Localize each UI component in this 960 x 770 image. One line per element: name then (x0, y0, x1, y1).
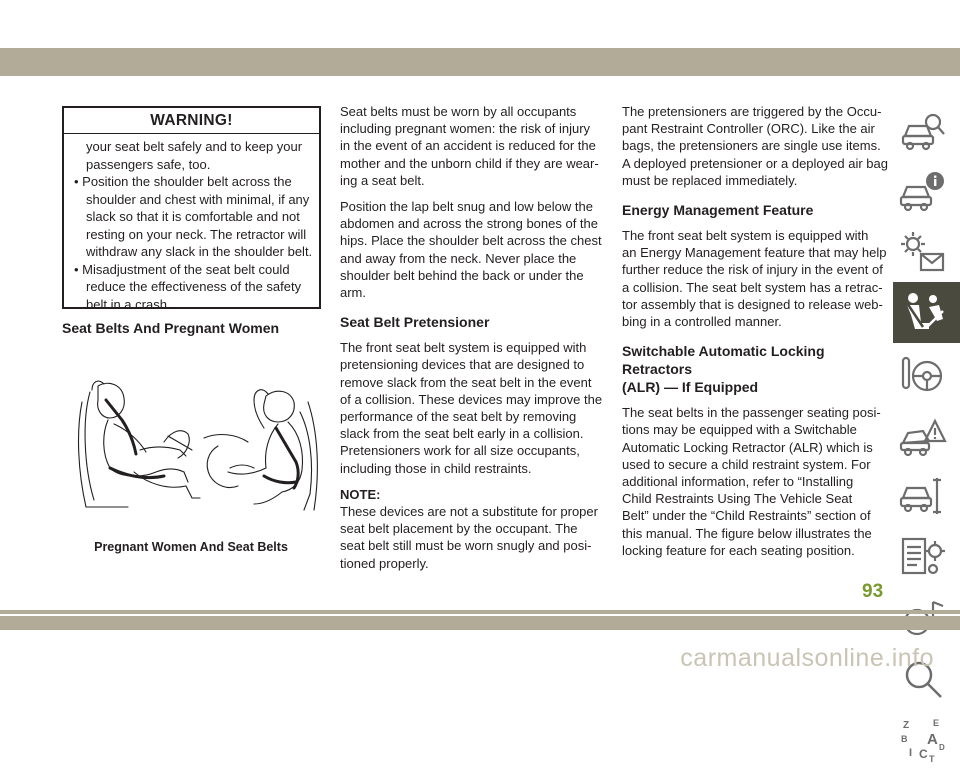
heading-line: (ALR) — If Equipped (622, 379, 759, 396)
text-line: this manual. The figure below illustrates the (622, 525, 872, 541)
text-line: bing in a controlled manner. (622, 314, 782, 330)
text-line: bags, the pretensioners are single use items. (622, 138, 881, 154)
warning-line: shoulder and chest with minimal, if any (86, 191, 310, 207)
paragraph (622, 103, 886, 189)
footer-rule (0, 610, 960, 614)
tab-car-info[interactable] (893, 160, 960, 221)
index-letter: E (933, 717, 940, 728)
warning-line: withdraw any slack in the shoulder belt. (86, 244, 313, 259)
text-line: abdomen and across the strong bones of the (340, 216, 599, 232)
tab-car-search[interactable] (893, 99, 960, 160)
text-line: The front seat belt system is equipped with (622, 228, 869, 244)
car-hazard-icon (899, 411, 947, 459)
page-number: 93 (862, 581, 884, 602)
text-line: tioned properly. (340, 555, 429, 571)
text-line: locking feature for each seating position. (622, 542, 855, 558)
text-line: Automatic Locking Retractor (ALR) which is (622, 439, 873, 455)
tab-index[interactable] (893, 709, 960, 770)
text-line: arm. (340, 285, 366, 301)
warning-line: reduce the effectiveness of the safety (86, 279, 302, 294)
column-middle (340, 103, 604, 581)
top-margin (0, 0, 960, 48)
car-search-icon (899, 106, 947, 154)
warning-line: slack so that it is comfortable and not (86, 209, 300, 224)
warning-line: belt in a crash. (86, 296, 171, 312)
seat-belt-safety-icon (899, 289, 947, 337)
text-line: The front seat belt system is equipped with (340, 340, 587, 356)
text-line: shoulder belt behind the back or under the (340, 267, 584, 283)
text-line: seat belt still must be worn snugly and posi- (340, 538, 592, 554)
index-letter: I (909, 746, 913, 759)
text-line: Seat belts must be worn by all occupants (340, 104, 577, 119)
warning-title: WARNING! (64, 108, 319, 134)
section-heading: Seat Belts And Pregnant Women (62, 320, 280, 336)
text-line: Belt” under the “Child Restraints” section of (622, 508, 871, 524)
text-line: seat belt placement by the occupant. The (340, 521, 578, 537)
text-line: further reduce the risk of injury in the event of (622, 262, 883, 278)
index-letter: C (919, 746, 928, 761)
text-line: hips. Place the shoulder belt across the chest (340, 233, 602, 249)
index-letter: A (927, 730, 938, 748)
column-right (622, 103, 886, 568)
paragraph (622, 227, 886, 330)
heading-line: Switchable Automatic Locking Retractors (622, 343, 825, 378)
header-band (0, 48, 960, 76)
text-line: performance of the seat belt by removing (340, 409, 577, 425)
paragraph (622, 404, 886, 559)
text-line: including pregnant women: the risk of injury (340, 121, 591, 137)
warning-body (64, 134, 319, 313)
index-letter: T (929, 753, 935, 764)
tab-steering-wheel[interactable] (893, 343, 960, 404)
note-label: NOTE: (340, 486, 381, 502)
note (340, 486, 604, 572)
car-service-icon (899, 472, 947, 520)
text-line: pretensioning devices that are designed to (340, 357, 585, 373)
text-line: must be replaced immediately. (622, 172, 798, 188)
index-letter: B (901, 733, 908, 744)
figure-caption: Pregnant Women And Seat Belts (94, 540, 288, 554)
car-info-icon (899, 167, 947, 215)
text-line: and away from the neck. Never place the (340, 250, 577, 266)
specifications-icon (899, 533, 947, 581)
text-line: pant Restraint Controller (ORC). Like the air (622, 121, 875, 137)
text-line: These devices are not a substitute for proper (340, 504, 598, 520)
text-line: Pretensioners work for all size occupants, (340, 443, 580, 459)
warning-line: passengers safe, too. (86, 156, 211, 172)
text-line: tions may be equipped with a Switchable (622, 422, 857, 438)
heading-energy-management: Energy Management Feature (622, 202, 814, 219)
tab-car-service[interactable] (893, 465, 960, 526)
text-line: of a collision. These devices may improve the (340, 391, 603, 407)
warning-line: your seat belt safely and to keep your (86, 139, 303, 154)
text-line: A deployed pretensioner or a deployed air bag (622, 155, 888, 171)
text-line: remove slack from the seat belt in the event (340, 374, 592, 390)
text-line: used to secure a child restraint system. For (622, 456, 871, 472)
tab-warning-lights[interactable] (893, 221, 960, 282)
text-line: The pretensioners are triggered by the Occu- (622, 104, 882, 119)
text-line: tor assembly that is designed to release web- (622, 296, 883, 312)
tab-car-hazard[interactable] (893, 404, 960, 465)
text-line: ing a seat belt. (340, 172, 425, 188)
tab-seat-belt-safety[interactable] (893, 282, 960, 343)
warning-lights-icon (899, 228, 947, 276)
index-letter: Z (903, 719, 910, 731)
text-line: Position the lap belt snug and low below the (340, 199, 593, 215)
heading-alr (622, 342, 886, 396)
text-line: a collision. The seat belt system has a retrac- (622, 279, 883, 295)
watermark: carmanualsonline.info (680, 644, 934, 672)
text-line: Child Restraints Using The Vehicle Seat (622, 491, 853, 507)
warning-bullet: • Misadjustment of the seat belt could (74, 261, 290, 277)
paragraph (340, 103, 604, 189)
text-line: in the event of an accident is reduced for the (340, 138, 596, 154)
text-line: an Energy Management feature that may help (622, 245, 887, 261)
footer-band (0, 616, 960, 630)
text-line: slack from the seat belt early in a collision. (340, 426, 584, 442)
steering-wheel-icon (899, 350, 947, 398)
paragraph (340, 339, 604, 477)
text-line: The seat belts in the passenger seating posi- (622, 405, 881, 421)
warning-box (62, 106, 321, 312)
pregnant-women-illustration (68, 372, 318, 517)
text-line: mother and the unborn child if they are wear- (340, 155, 599, 171)
paragraph (340, 198, 604, 301)
warning-line: resting on your neck. The retractor will (86, 226, 307, 242)
text-line: including those in child restraints. (340, 460, 532, 476)
index-letter: D (939, 742, 945, 752)
index-icon (899, 716, 947, 764)
heading-pretensioner: Seat Belt Pretensioner (340, 314, 490, 331)
warning-bullet: • Position the shoulder belt across the (74, 174, 292, 189)
tab-specifications[interactable] (893, 526, 960, 587)
text-line: additional information, refer to “Installing (622, 474, 854, 490)
